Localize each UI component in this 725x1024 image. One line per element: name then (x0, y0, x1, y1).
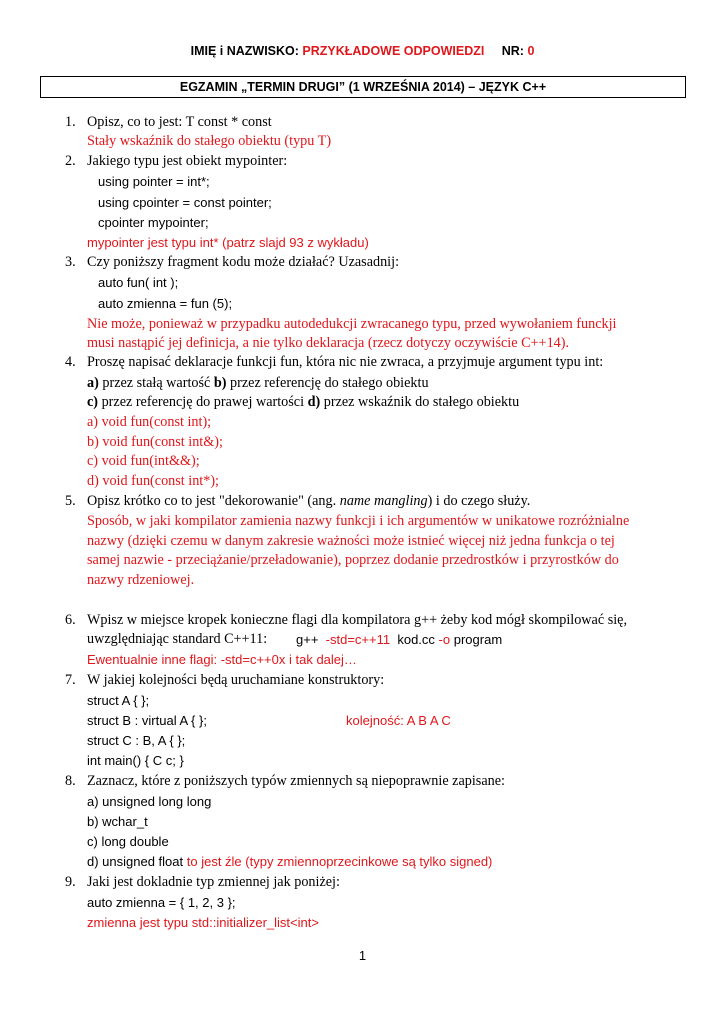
code-line: auto zmienna = fun (5); (98, 296, 233, 311)
question-text-part: ) i do czego służy. (427, 493, 531, 509)
question-text: Jakiego typu jest obiekt mypointer: (87, 153, 288, 169)
page-number: 1 (358, 948, 367, 963)
question-number: 4. (65, 354, 76, 370)
question-text: Jaki jest dokladnie typ zmiennej jak poniżej: (87, 874, 340, 890)
option-text: przez referencję do stałego obiektu (226, 375, 429, 391)
option-line (87, 854, 492, 869)
answer-text: b) void fun(const int&); (87, 434, 223, 450)
code-line: struct C : B, A { }; (87, 733, 186, 748)
exam-title-box (40, 76, 686, 98)
option-text: przez stałą wartość (98, 375, 214, 391)
option-text: przez referencję do prawej wartości (98, 394, 308, 410)
question-text: Czy poniższy fragment kodu może działać? Uzasadnij: (87, 254, 400, 270)
cmd-compiler: g++ (296, 632, 319, 647)
code-line: struct A { }; (87, 693, 150, 708)
question-number: 2. (65, 153, 76, 169)
option-line: b) wchar_t (87, 814, 148, 829)
question-number: 9. (65, 874, 76, 890)
nr-label: NR: (501, 44, 524, 58)
question-text: W jakiej kolejności będą uruchamiane konstruktory: (87, 672, 385, 688)
answer-text: to jest źle (typy zmiennoprzecinkowe są tylko signed) (186, 854, 493, 869)
cmd-flag: -std=c++11 (325, 632, 391, 647)
answer-text: kolejność: A B A C (346, 713, 451, 728)
question-text: Zaznacz, które z poniższych typów zmiennych są niepoprawnie zapisane: (87, 773, 505, 789)
question-text: Opisz, co to jest: T const * const (87, 114, 272, 130)
option-line: a) unsigned long long (87, 794, 212, 809)
question-text-italic: name mangling (339, 493, 428, 509)
answer-text: mypointer jest typu int* (patrz slajd 93 z wykładu) (87, 235, 369, 250)
question-text (87, 493, 530, 510)
answer-text: a) void fun(const int); (87, 414, 212, 430)
question-text: Wpisz w miejsce kropek konieczne flagi dla kompilatora g++ żeby kod mógł skompilować się, (87, 612, 628, 628)
student-name-header (40, 44, 685, 58)
question-number: 3. (65, 254, 76, 270)
answer-text: samej nazwie - przeciążanie/przeładowanie), poprzez dodanie przedrostków i przyrostków do (87, 552, 619, 568)
cmd-output-flag: -o (438, 632, 451, 647)
code-line: auto fun( int ); (98, 275, 179, 290)
code-line: using cpointer = const pointer; (98, 195, 272, 210)
question-text: Proszę napisać deklaracje funkcji fun, która nic nie zwraca, a przyjmuje argument typu int: (87, 354, 604, 370)
exam-title: EGZAMIN „TERMIN DRUGI” (1 WRZEŚNIA 2014) – JĘZYK C++ (179, 80, 547, 94)
question-text: uwzględniając standard C++11: (87, 631, 268, 647)
answer-text: musi nastąpić jej definicja, a nie tylko deklaracja (rzecz dotyczy oczywiście C++14). (87, 335, 570, 351)
code-line: using pointer = int*; (98, 174, 210, 189)
option-label: a) (87, 375, 99, 391)
option-label: c) (87, 394, 99, 410)
code-line: auto zmienna = { 1, 2, 3 }; (87, 895, 236, 910)
question-text-part: Opisz krótko co to jest "dekorowanie" (ang. (87, 493, 340, 509)
question-number: 1. (65, 114, 76, 130)
nr-value: 0 (527, 44, 535, 58)
question-subline (87, 375, 429, 392)
question-number: 7. (65, 672, 76, 688)
option-text: d) unsigned float (87, 854, 184, 869)
answer-text: nazwy rdzeniowej. (87, 572, 195, 588)
option-label: d) (307, 394, 321, 410)
answer-text: Sposób, w jaki kompilator zamienia nazwy funkcji i ich argumentów w unikatowe rozróżnialne (87, 513, 630, 529)
option-line: c) long double (87, 834, 169, 849)
question-subline (87, 394, 519, 411)
answer-text: d) void fun(const int*); (87, 473, 220, 489)
answer-text: nazwy (dzięki czemu w danym zakresie ważności może istnieć więcej niż jedna funkcja o tej (87, 533, 615, 549)
answer-text: zmienna jest typu std::initializer_list<int> (87, 915, 319, 930)
question-number: 5. (65, 493, 76, 509)
name-label: IMIĘ i NAZWISKO: (190, 44, 299, 58)
answer-text: Stały wskaźnik do stałego obiektu (typu T) (87, 133, 332, 149)
question-number: 6. (65, 612, 76, 628)
compile-command (296, 632, 502, 647)
answer-text: c) void fun(int&&); (87, 453, 200, 469)
question-number: 8. (65, 773, 76, 789)
option-text: przez wskaźnik do stałego obiektu (320, 394, 520, 410)
code-line: int main() { C c; } (87, 753, 184, 768)
answer-text: Ewentualnie inne flagi: -std=c++0x i tak dalej… (87, 652, 357, 667)
cmd-program: program (453, 632, 503, 647)
code-line: cpointer mypointer; (98, 215, 209, 230)
code-line: struct B : virtual A { }; (87, 713, 207, 728)
answer-text: Nie może, ponieważ w przypadku autodedukcji zwracanego typu, przed wywołaniem funckji (87, 316, 617, 332)
name-value: PRZYKŁADOWE ODPOWIEDZI (302, 44, 485, 58)
option-label: b) (213, 375, 227, 391)
cmd-file: kod.cc (397, 632, 435, 647)
